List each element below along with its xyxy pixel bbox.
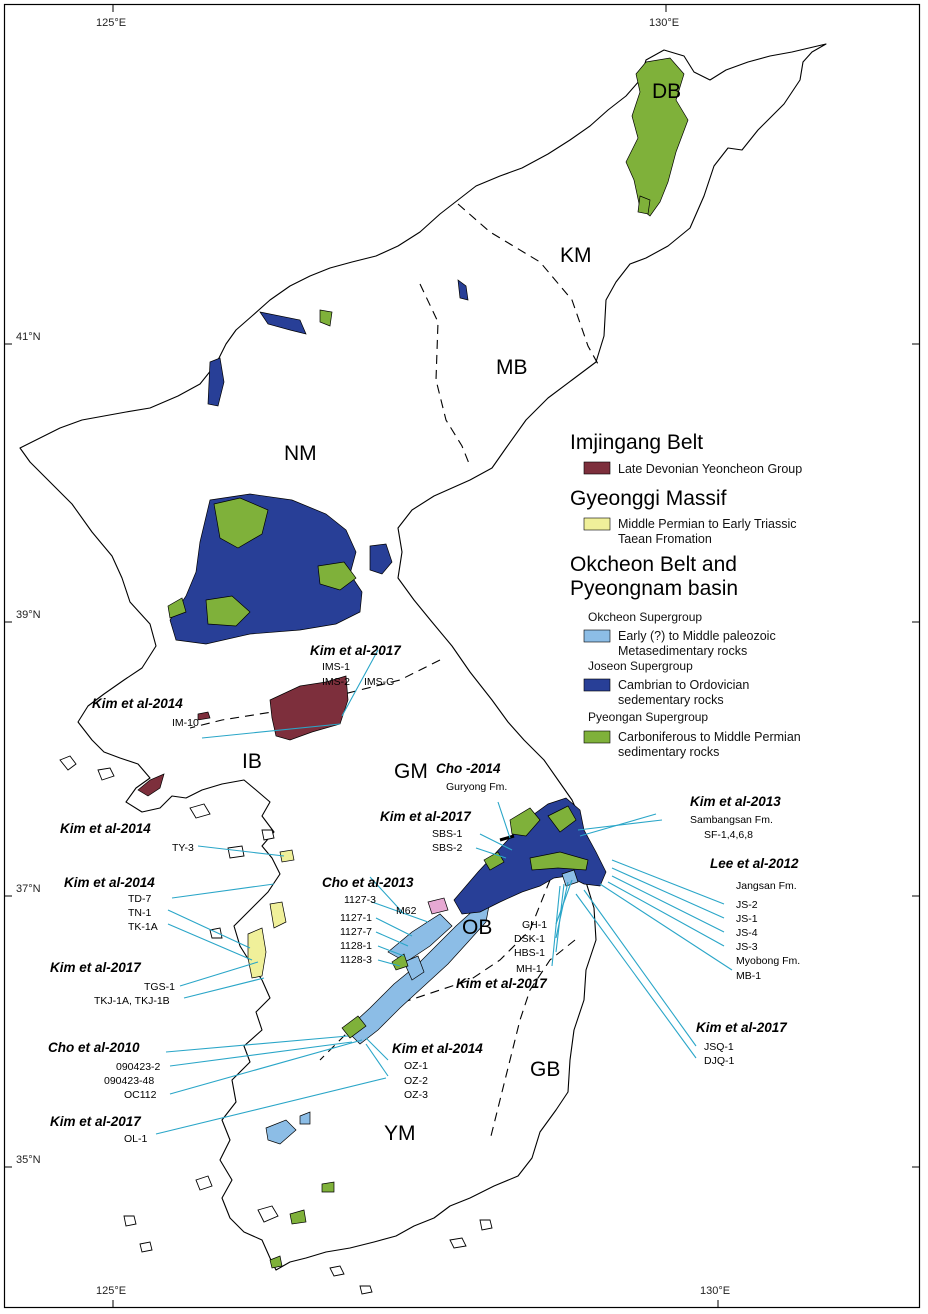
lon-label-top-left: 125°E (96, 17, 127, 29)
sample-jsq-1: JSQ-1 (704, 1041, 734, 1053)
sample-1127-1: 1127-1 (340, 912, 372, 924)
sample-djq-1: DJQ-1 (704, 1055, 735, 1067)
ref-cho2013: Cho et al-2013 (322, 875, 414, 890)
lon-label-top-right: 130°E (649, 17, 680, 29)
legend-item-taean-2: Taean Fromation (618, 532, 712, 546)
sample-mh-1: MH-1 (516, 963, 542, 975)
sample-tk-1a: TK-1A (128, 921, 158, 933)
ref-cho2014: Cho -2014 (436, 761, 501, 776)
region-label-db: DB (652, 80, 682, 103)
sample-tkj: TKJ-1A, TKJ-1B (94, 995, 170, 1007)
sample-oz-2: OZ-2 (404, 1075, 428, 1087)
sample-im-10: IM-10 (172, 717, 199, 729)
legend-item-taean-1: Middle Permian to Early Triassic (618, 517, 797, 531)
legend-item-yeoncheon: Late Devonian Yeoncheon Group (618, 462, 803, 476)
ref-lee2012: Lee et al-2012 (710, 856, 799, 871)
sample-ims-g: IMS-G (364, 676, 395, 688)
legend-item-joseon-1: Cambrian to Ordovician (618, 678, 750, 692)
sample-ty-3: TY-3 (172, 842, 194, 854)
sample-tgs-1: TGS-1 (144, 981, 175, 993)
region-label-gm: GM (394, 760, 428, 783)
lon-label-bottom-right: 130°E (700, 1285, 731, 1297)
ref-kim2014-im: Kim et al-2014 (92, 696, 183, 711)
sample-090423-48: 090423-48 (104, 1075, 155, 1087)
sample-js-3: JS-3 (736, 941, 758, 953)
region-label-ym: YM (384, 1122, 416, 1145)
sample-js-1: JS-1 (736, 913, 758, 925)
legend-sub-okcheon: Okcheon Supergroup (588, 610, 703, 624)
sample-oc112: OC112 (124, 1089, 157, 1101)
sample-dsk-1: DSK-1 (514, 933, 545, 945)
region-label-gb: GB (530, 1058, 561, 1081)
sample-gh-1: GH-1 (522, 919, 548, 931)
legend-item-okcheon-1: Early (?) to Middle paleozoic (618, 629, 776, 643)
lon-label-bottom-left: 125°E (96, 1285, 127, 1297)
sample-sambangsan: Sambangsan Fm. (690, 814, 773, 826)
lat-label-39: 39°N (16, 609, 41, 621)
sample-td-7: TD-7 (128, 893, 152, 905)
ref-kim2014-ty: Kim et al-2014 (60, 821, 151, 836)
region-label-km: KM (560, 244, 592, 267)
ref-cho2010: Cho et al-2010 (48, 1040, 140, 1055)
sample-guryong: Guryong Fm. (446, 781, 508, 793)
ref-kim2017-gh: Kim et al-2017 (456, 976, 547, 991)
sample-sbs-2: SBS-2 (432, 842, 463, 854)
ref-kim2017-ims: Kim et al-2017 (310, 643, 401, 658)
sample-tn-1: TN-1 (128, 907, 152, 919)
ref-kim2013: Kim et al-2013 (690, 794, 781, 809)
sample-oz-3: OZ-3 (404, 1089, 428, 1101)
legend-item-pyeongan-2: sedimentary rocks (618, 745, 720, 759)
legend-heading-imjingang: Imjingang Belt (570, 431, 704, 454)
region-label-nm: NM (284, 442, 317, 465)
sample-jangsan: Jangsan Fm. (736, 880, 797, 892)
ref-kim2014-td: Kim et al-2014 (64, 875, 155, 890)
sample-mb-1: MB-1 (736, 970, 762, 982)
region-label-mb: MB (496, 356, 528, 379)
sample-js-4: JS-4 (736, 927, 758, 939)
legend-swatch-joseon (584, 679, 610, 691)
sample-1128-3: 1128-3 (340, 954, 372, 966)
region-label-ob: OB (462, 916, 493, 939)
legend-swatch-okcheon (584, 630, 610, 642)
lat-label-35: 35°N (16, 1154, 41, 1166)
legend-swatch-yeoncheon (584, 462, 610, 474)
legend-heading-okcheon-1: Okcheon Belt and (570, 553, 737, 576)
legend-sub-joseon: Joseon Supergroup (588, 659, 693, 673)
ref-kim2017-sbs: Kim et al-2017 (380, 809, 471, 824)
sample-hbs-1: HBS-1 (514, 947, 545, 959)
sample-js-2: JS-2 (736, 899, 758, 911)
sample-ims-2: IMS-2 (322, 676, 351, 688)
legend-item-pyeongan-1: Carboniferous to Middle Permian (618, 730, 801, 744)
sample-m62: M62 (396, 905, 417, 917)
legend-heading-gyeonggi: Gyeonggi Massif (570, 487, 727, 510)
sample-1128-1: 1128-1 (340, 940, 372, 952)
legend-item-okcheon-2: Metasedimentary rocks (618, 644, 748, 658)
region-label-ib: IB (242, 750, 262, 773)
sample-ims-1: IMS-1 (322, 661, 351, 673)
ref-kim2017-jsq: Kim et al-2017 (696, 1020, 787, 1035)
sample-ol-1: OL-1 (124, 1133, 148, 1145)
legend (570, 431, 802, 759)
lat-label-37: 37°N (16, 883, 41, 895)
ref-kim2014-oz: Kim et al-2014 (392, 1041, 483, 1056)
sample-090423-2: 090423-2 (116, 1061, 161, 1073)
legend-item-joseon-2: sedementary rocks (618, 693, 724, 707)
ref-kim2017-tgs: Kim et al-2017 (50, 960, 141, 975)
sample-1127-3: 1127-3 (344, 894, 376, 906)
sample-myobong: Myobong Fm. (736, 955, 801, 967)
sample-oz-1: OZ-1 (404, 1060, 428, 1072)
legend-swatch-taean (584, 518, 610, 530)
legend-sub-pyeongan: Pyeongan Supergroup (588, 710, 709, 724)
legend-heading-okcheon-2: Pyeongnam basin (570, 577, 739, 600)
ref-kim2017-ol: Kim et al-2017 (50, 1114, 141, 1129)
sample-sf: SF-1,4,6,8 (704, 829, 754, 841)
legend-swatch-pyeongan (584, 731, 610, 743)
sample-sbs-1: SBS-1 (432, 828, 463, 840)
lat-label-41: 41°N (16, 331, 41, 343)
sample-1127-7: 1127-7 (340, 926, 372, 938)
